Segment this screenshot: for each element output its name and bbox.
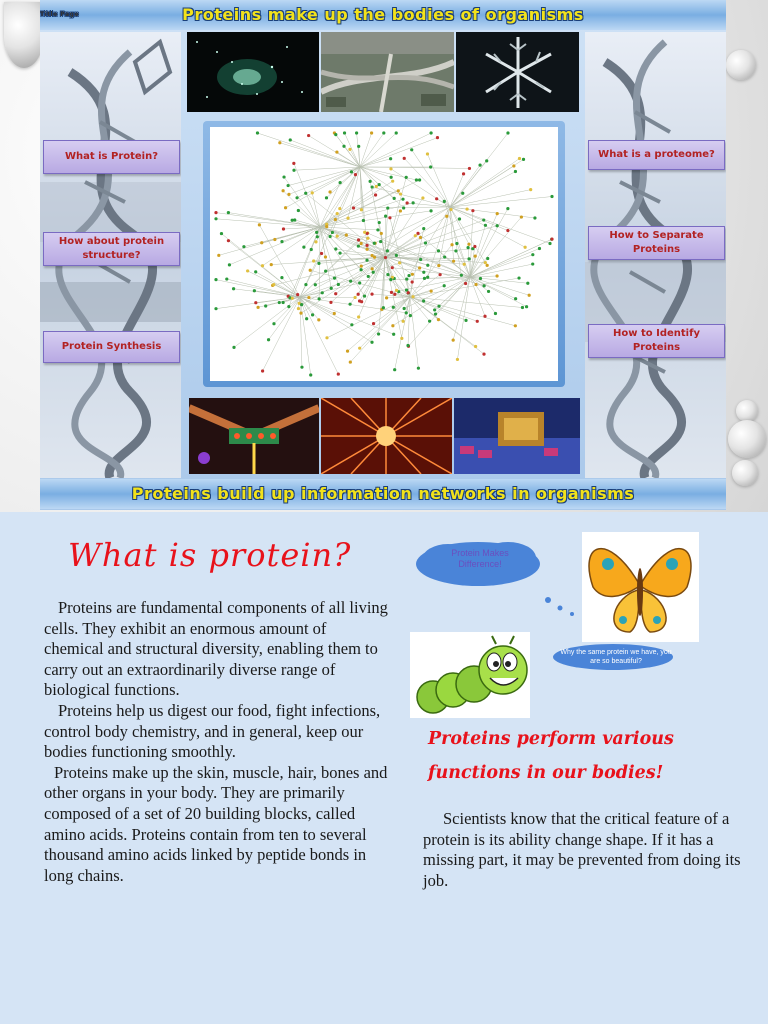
circuit-image (189, 398, 319, 474)
nav-separate-proteins-button[interactable] (588, 226, 725, 260)
network-frame (203, 121, 565, 387)
poster (40, 0, 726, 510)
page-heading: What is protein? (68, 536, 352, 574)
nav-label: What is Protein? (64, 151, 159, 162)
bottom-banner (40, 479, 726, 509)
paragraph: Proteins make up the skin, muscle, hair, bones and other organs in your body. They are primarily composed of a set of 20 building blocks, called amino acids. Proteins contain from ten to several thousand amino acids linked by peptide bonds in long chains. (44, 762, 388, 885)
chip-image (454, 398, 580, 474)
nav-label: Protein Synthesis (61, 341, 162, 352)
decor-bubble (728, 420, 766, 458)
left-column (40, 32, 181, 478)
left-text-block (44, 598, 390, 886)
nav-label: How to Identify Proteins (613, 328, 700, 353)
speech-text: Why the same protein we have, you are so beautiful? (560, 649, 672, 665)
highway-image (321, 32, 454, 112)
firework-image (321, 398, 452, 474)
bottom-banner-text: Proteins build up information networks in organisms (131, 484, 635, 503)
content-page (0, 512, 768, 1024)
subheading: Proteins perform various functions in our bodies! (428, 729, 674, 783)
butterfly-illustration (582, 532, 699, 642)
nav-proteome-button[interactable] (588, 140, 725, 170)
top-banner-text: Proteins make up the bodies of organisms (182, 5, 584, 24)
snowflake-image (456, 32, 579, 112)
nav-identify-proteins-button[interactable] (588, 324, 725, 358)
top-banner (40, 0, 726, 30)
cloud-text: Protein Makes Difference! (451, 548, 509, 569)
paragraph: Proteins are fundamental components of all living cells. They exhibit an enormous amount of chemical and structural diversity, enabling them to carry out an extraordinarily diverse range of biological functions. (44, 598, 388, 700)
nav-protein-synthesis-button[interactable] (43, 331, 180, 363)
paragraph: Scientists know that the critical feature of a protein is its ability change shape. If it has a missing part, it may be prevented from doing its job. (423, 809, 741, 890)
galaxy-image (187, 32, 319, 112)
right-text-block (423, 809, 743, 891)
decor-bubble (726, 50, 756, 80)
nav-protein-structure-button[interactable] (43, 232, 180, 266)
nav-label: How about protein structure? (58, 236, 165, 261)
title-page-label: Title Page (40, 11, 79, 18)
caterpillar-illustration (410, 632, 530, 718)
nav-label: What is a proteome? (598, 149, 715, 160)
right-column (585, 32, 726, 478)
protein-illustration (408, 532, 708, 722)
decor-bubble (736, 400, 758, 422)
network-graph-image (210, 127, 558, 381)
nav-label: How to Separate Proteins (609, 230, 704, 255)
decor-bubble (4, 2, 44, 68)
decor-bubble (732, 460, 758, 486)
paragraph: Proteins help us digest our food, fight infections, control body chemistry, and in general, keep our bodies functioning smoothly. (44, 700, 381, 762)
nav-what-is-protein-button[interactable] (43, 140, 180, 174)
